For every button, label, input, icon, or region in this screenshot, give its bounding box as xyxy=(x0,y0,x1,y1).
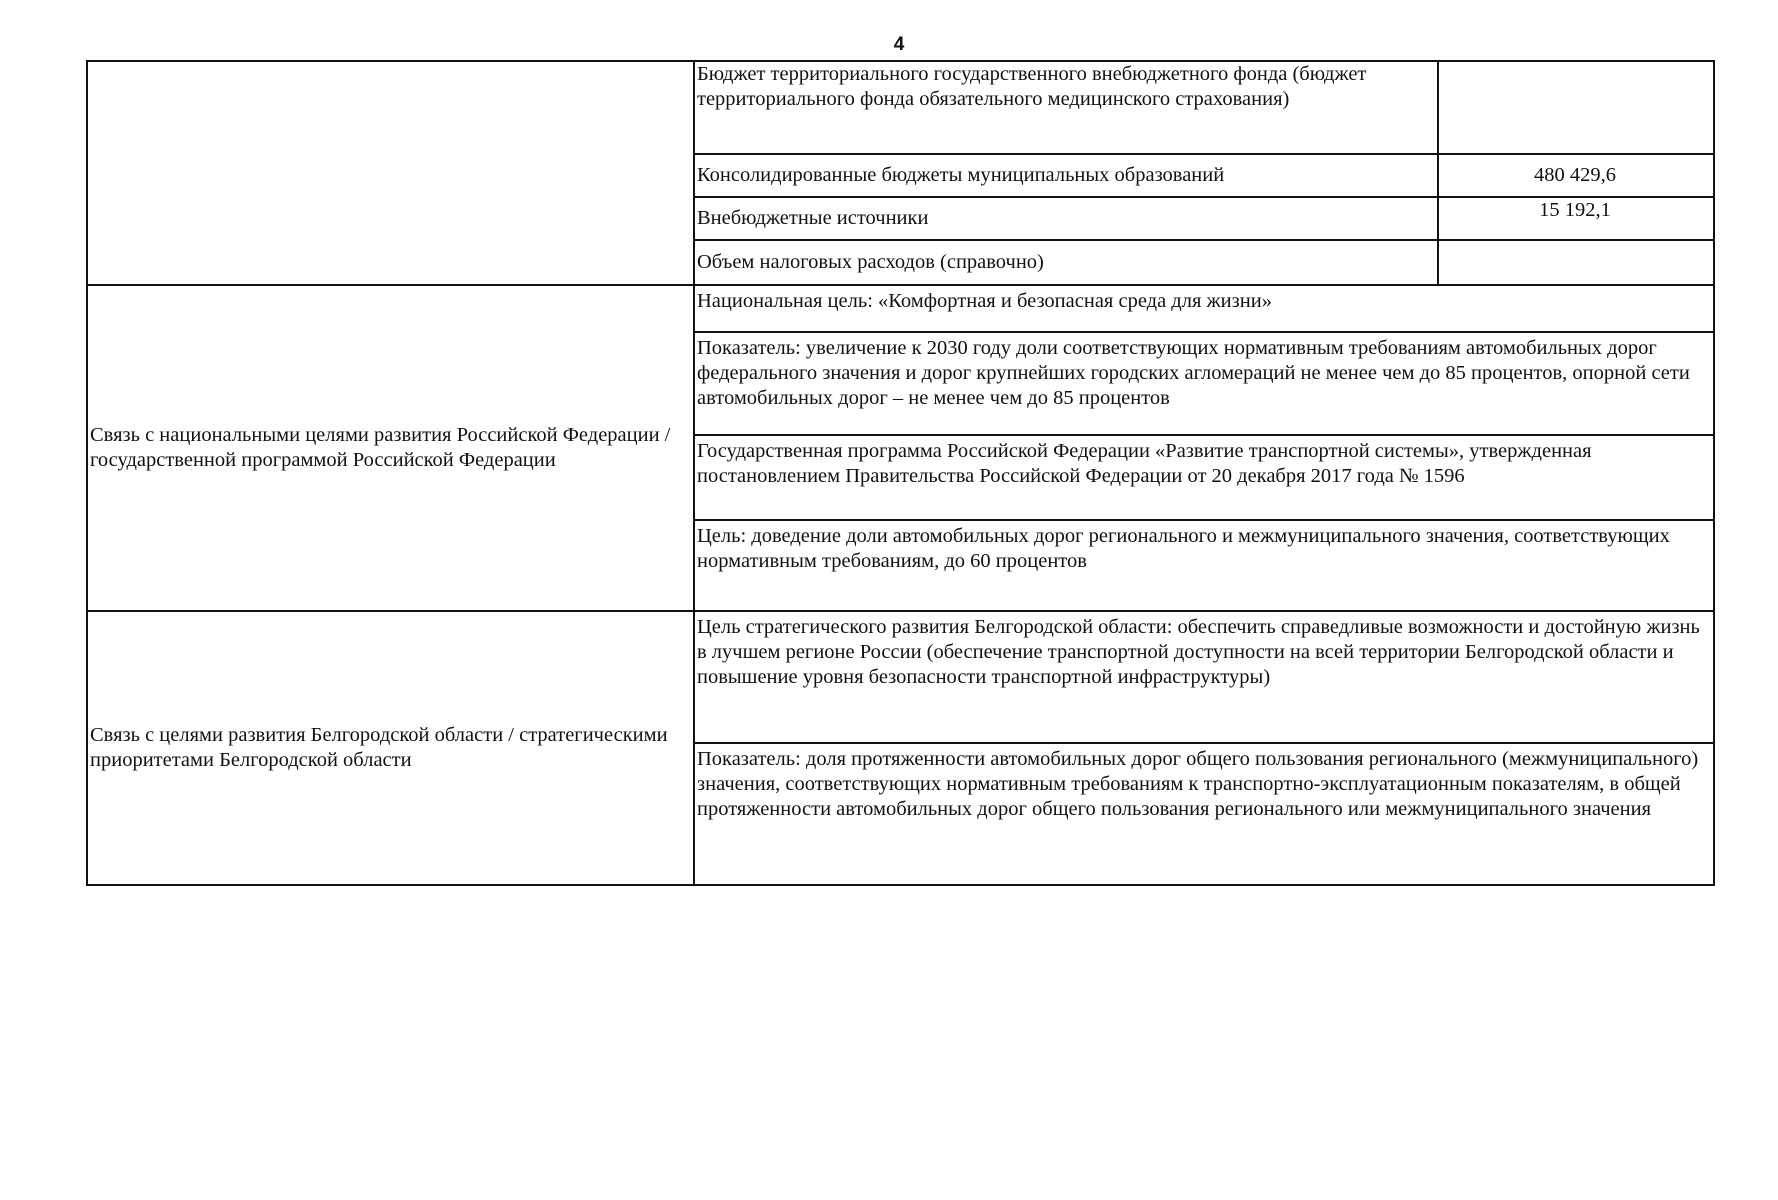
budget-row-value: 15 192,1 xyxy=(1438,197,1714,240)
state-program-text: Государственная программа Российской Федерации «Развитие транспортной системы», утвержденная постановлением Правительства Российской Федерации от 20 декабря 2017 года № 1596 xyxy=(694,435,1714,520)
budget-row-value: 480 429,6 xyxy=(1438,154,1714,197)
national-goals-label: Связь с национальными целями развития Российской Федерации / государственной программой Российской Федерации xyxy=(87,285,694,611)
national-target-text: Цель: доведение доли автомобильных дорог регионального и межмуниципального значения, соответствующих нормативным требованиям, до 60 процентов xyxy=(694,520,1714,611)
national-goal-row xyxy=(87,285,1714,332)
regional-indicator-text: Показатель: доля протяженности автомобильных дорог общего пользования регионального (межмуниципального) значения, соответствующих нормативным требованиям к транспортно-эксплуатационным показателям, в общей протяженности автомобильных дорог общего пользования регионального или межмуниципального значения xyxy=(694,743,1714,885)
regional-goal-text: Цель стратегического развития Белгородской области: обеспечить справедливые возможности и достойную жизнь в лучшем регионе России (обеспечение транспортной доступности на всей территории Белгородской области и повышение уровня безопасности транспортной инфраструктуры) xyxy=(694,611,1714,743)
national-indicator-text: Показатель: увеличение к 2030 году доли соответствующих нормативным требованиям автомобильных дорог федерального значения и дорог крупнейших городских агломераций не менее чем до 85 процентов, опорной сети автомобильных дорог – не менее чем до 85 процентов xyxy=(694,332,1714,435)
regional-goals-label: Связь с целями развития Белгородской области / стратегическими приоритетами Белгородской области xyxy=(87,611,694,885)
budget-label-cell xyxy=(87,61,694,285)
budget-row-tfoms xyxy=(87,61,1714,154)
passport-table xyxy=(86,60,1715,886)
budget-row-label: Внебюджетные источники xyxy=(694,197,1438,240)
budget-row-label: Консолидированные бюджеты муниципальных образований xyxy=(694,154,1438,197)
budget-row-label: Бюджет территориального государственного внебюджетного фонда (бюджет территориального фонда обязательного медицинского страхования) xyxy=(694,61,1438,154)
budget-row-value xyxy=(1438,240,1714,285)
budget-row-label: Объем налоговых расходов (справочно) xyxy=(694,240,1438,285)
budget-row-value xyxy=(1438,61,1714,154)
regional-goal-row xyxy=(87,611,1714,743)
national-goal-text: Национальная цель: «Комфортная и безопасная среда для жизни» xyxy=(694,285,1714,332)
page-number: 4 xyxy=(893,34,905,55)
